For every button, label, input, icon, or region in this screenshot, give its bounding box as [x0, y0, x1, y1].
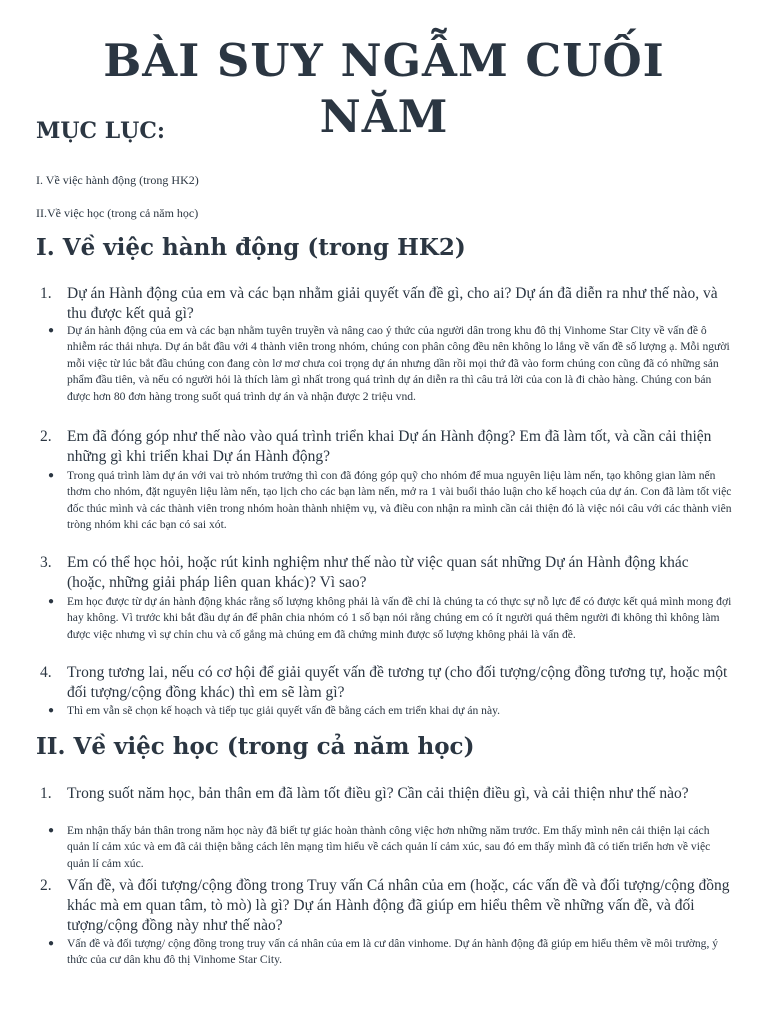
- question-text: Vấn đề, và đối tượng/cộng đồng trong Truy vấn Cá nhân của em (hoặc, các vấn đề và đối tượng/cộng đồng khác mà em quan tâm, tò mò) là gì? Dự án Hành động đã giúp em hiểu thêm về những vấn đề, và đối tượng/cộng đồng này như thế nào?: [67, 877, 730, 934]
- answer-2-1: [48, 823, 734, 872]
- bullet-icon: ●: [48, 470, 55, 481]
- bullet-icon: ●: [48, 596, 55, 607]
- question-2-1: [40, 784, 730, 804]
- answer-text: Vấn đề và đối tượng/ cộng đồng trong truy vấn cá nhân của em là cư dân vinhome. Dự án hành động đã giúp em hiểu thêm về môi trường, ý thức của cư dân khu đô thị Vinhome Star City.: [67, 937, 719, 967]
- question-number: 1.: [40, 785, 52, 802]
- question-text: Trong suốt năm học, bản thân em đã làm tốt điều gì? Cần cải thiện điều gì, và cải thiện như thế nào?: [67, 785, 689, 802]
- bullet-icon: ●: [48, 825, 55, 836]
- toc-heading: MỤC LỤC:: [36, 118, 165, 144]
- question-text: Em có thể học hỏi, hoặc rút kinh nghiệm như thế nào từ việc quan sát những Dự án Hành động khác (hoặc, những giải pháp liên quan khác)? Vì sao?: [67, 554, 689, 591]
- answer-1-3: [48, 594, 734, 643]
- answer-2-2: [48, 936, 734, 969]
- question-text: Trong tương lai, nếu có cơ hội để giải quyết vấn đề tương tự (cho đối tượng/cộng đồng tương tự, hoặc một đối tượng/cộng đồng khác) thì em sẽ làm gì?: [67, 664, 728, 701]
- question-text: Dự án Hành động của em và các bạn nhằm giải quyết vấn đề gì, cho ai? Dự án đã diễn ra như thế nào, và thu được kết quả gì?: [67, 285, 718, 322]
- answer-1-2: [48, 468, 734, 534]
- toc-item-2: II.Về việc học (trong cả năm học): [36, 206, 199, 220]
- bullet-icon: ●: [48, 325, 55, 336]
- question-number: 4.: [40, 664, 52, 681]
- answer-text: Em học được từ dự án hành động khác rằng số lượng không phải là vấn đề chỉ là chúng ta có thực sự nỗ lực để có được kết quả mình mong đợi hay không. Vì trước khi bắt đầu dự án để phân chia nhóm có 1 số bạn nói rằng chúng em có ít người quá thêm người đi không thì không làm được việc nhưng vì sự chỉn chu và cố gắng mà chúng em đã chứng minh được số lượng không phải là vấn đề.: [67, 595, 732, 641]
- question-number: 2.: [40, 428, 52, 445]
- document-title: BÀI SUY NGẪM CUỐI NĂM: [103, 34, 665, 143]
- answer-1-1: [48, 323, 734, 405]
- bullet-icon: ●: [48, 705, 55, 716]
- question-number: 3.: [40, 554, 52, 571]
- section-heading-2: II. Về việc học (trong cả năm học): [36, 733, 475, 760]
- answer-text: Trong quá trình làm dự án với vai trò nhóm trưởng thì con đã đóng góp quỹ cho nhóm để mua nguyên liệu làm nến, tạo không gian làm nến thơm cho nhóm, đặt nguyên liệu làm nến, tạo lịch cho các bạn làm nến, mở ra 1 vài buổi thảo luận cho kế hoạch của dự án. Con đã làm tốt việc đốc thúc mình và các thành viên trong nhóm hoàn thành nhiệm vụ, và điều con nhận ra mình cần cải thiện đó là việc nói câu với các thành viên tròng nhóm khi các bạn có sai xót.: [67, 469, 732, 532]
- answer-text: Em nhận thấy bản thân trong năm học này đã biết tự giác hoàn thành công việc hơn những năm trước. Em thấy mình nên cải thiện lại cách quản lí cảm xúc và em đã cải thiện bằng cách lên mạng tìm hiểu về cách quản lí cảm xúc, sau đó em thấy mình đã có tiến triển hơn về việc quản lí cảm xúc.: [67, 824, 711, 870]
- bullet-icon: ●: [48, 938, 55, 949]
- toc-item-1: I. Về việc hành động (trong HK2): [36, 173, 199, 187]
- answer-text: Dự án hành động của em và các bạn nhằm tuyên truyền và nâng cao ý thức của người dân trong khu đô thị Vinhome Star City về vấn đề ô nhiễm rác thải nhựa. Dự án bắt đầu với 4 thành viên trong nhóm, chúng con phân công đều nên không lo lắng về vấn đề số lượng ạ. Mỗi người mỗi việc từ lúc bắt đầu chúng con đang còn lơ mơ chưa coi trọng dự án nhưng dần rồi mọi thứ đã vào form chúng con cũng đã có những sản phẩm đầu tiên, và nếu có người hỏi là thích làm gì nhất trong quá trình dự án diễn ra thì câu trả lời của con là đi chào hàng. Chúng con bán được hơn 80 đơn hàng trong suốt quá trình dự án và nhận được 2 triệu vnd.: [67, 324, 730, 403]
- question-1-4: [40, 663, 730, 703]
- section-heading-1: I. Về việc hành động (trong HK2): [36, 234, 466, 261]
- answer-1-4: [48, 703, 734, 719]
- question-2-2: [40, 876, 730, 936]
- question-number: 1.: [40, 285, 52, 302]
- question-text: Em đã đóng góp như thế nào vào quá trình triển khai Dự án Hành động? Em đã làm tốt, và cần cải thiện những gì khi triển khai Dự án Hành động?: [67, 428, 712, 465]
- question-1-2: [40, 427, 730, 467]
- answer-text: Thì em vẫn sẽ chọn kế hoạch và tiếp tục giải quyết vấn đề bằng cách em triển khai dự án này.: [67, 704, 501, 717]
- question-1-3: [40, 553, 730, 593]
- question-1-1: [40, 284, 730, 324]
- question-number: 2.: [40, 877, 52, 894]
